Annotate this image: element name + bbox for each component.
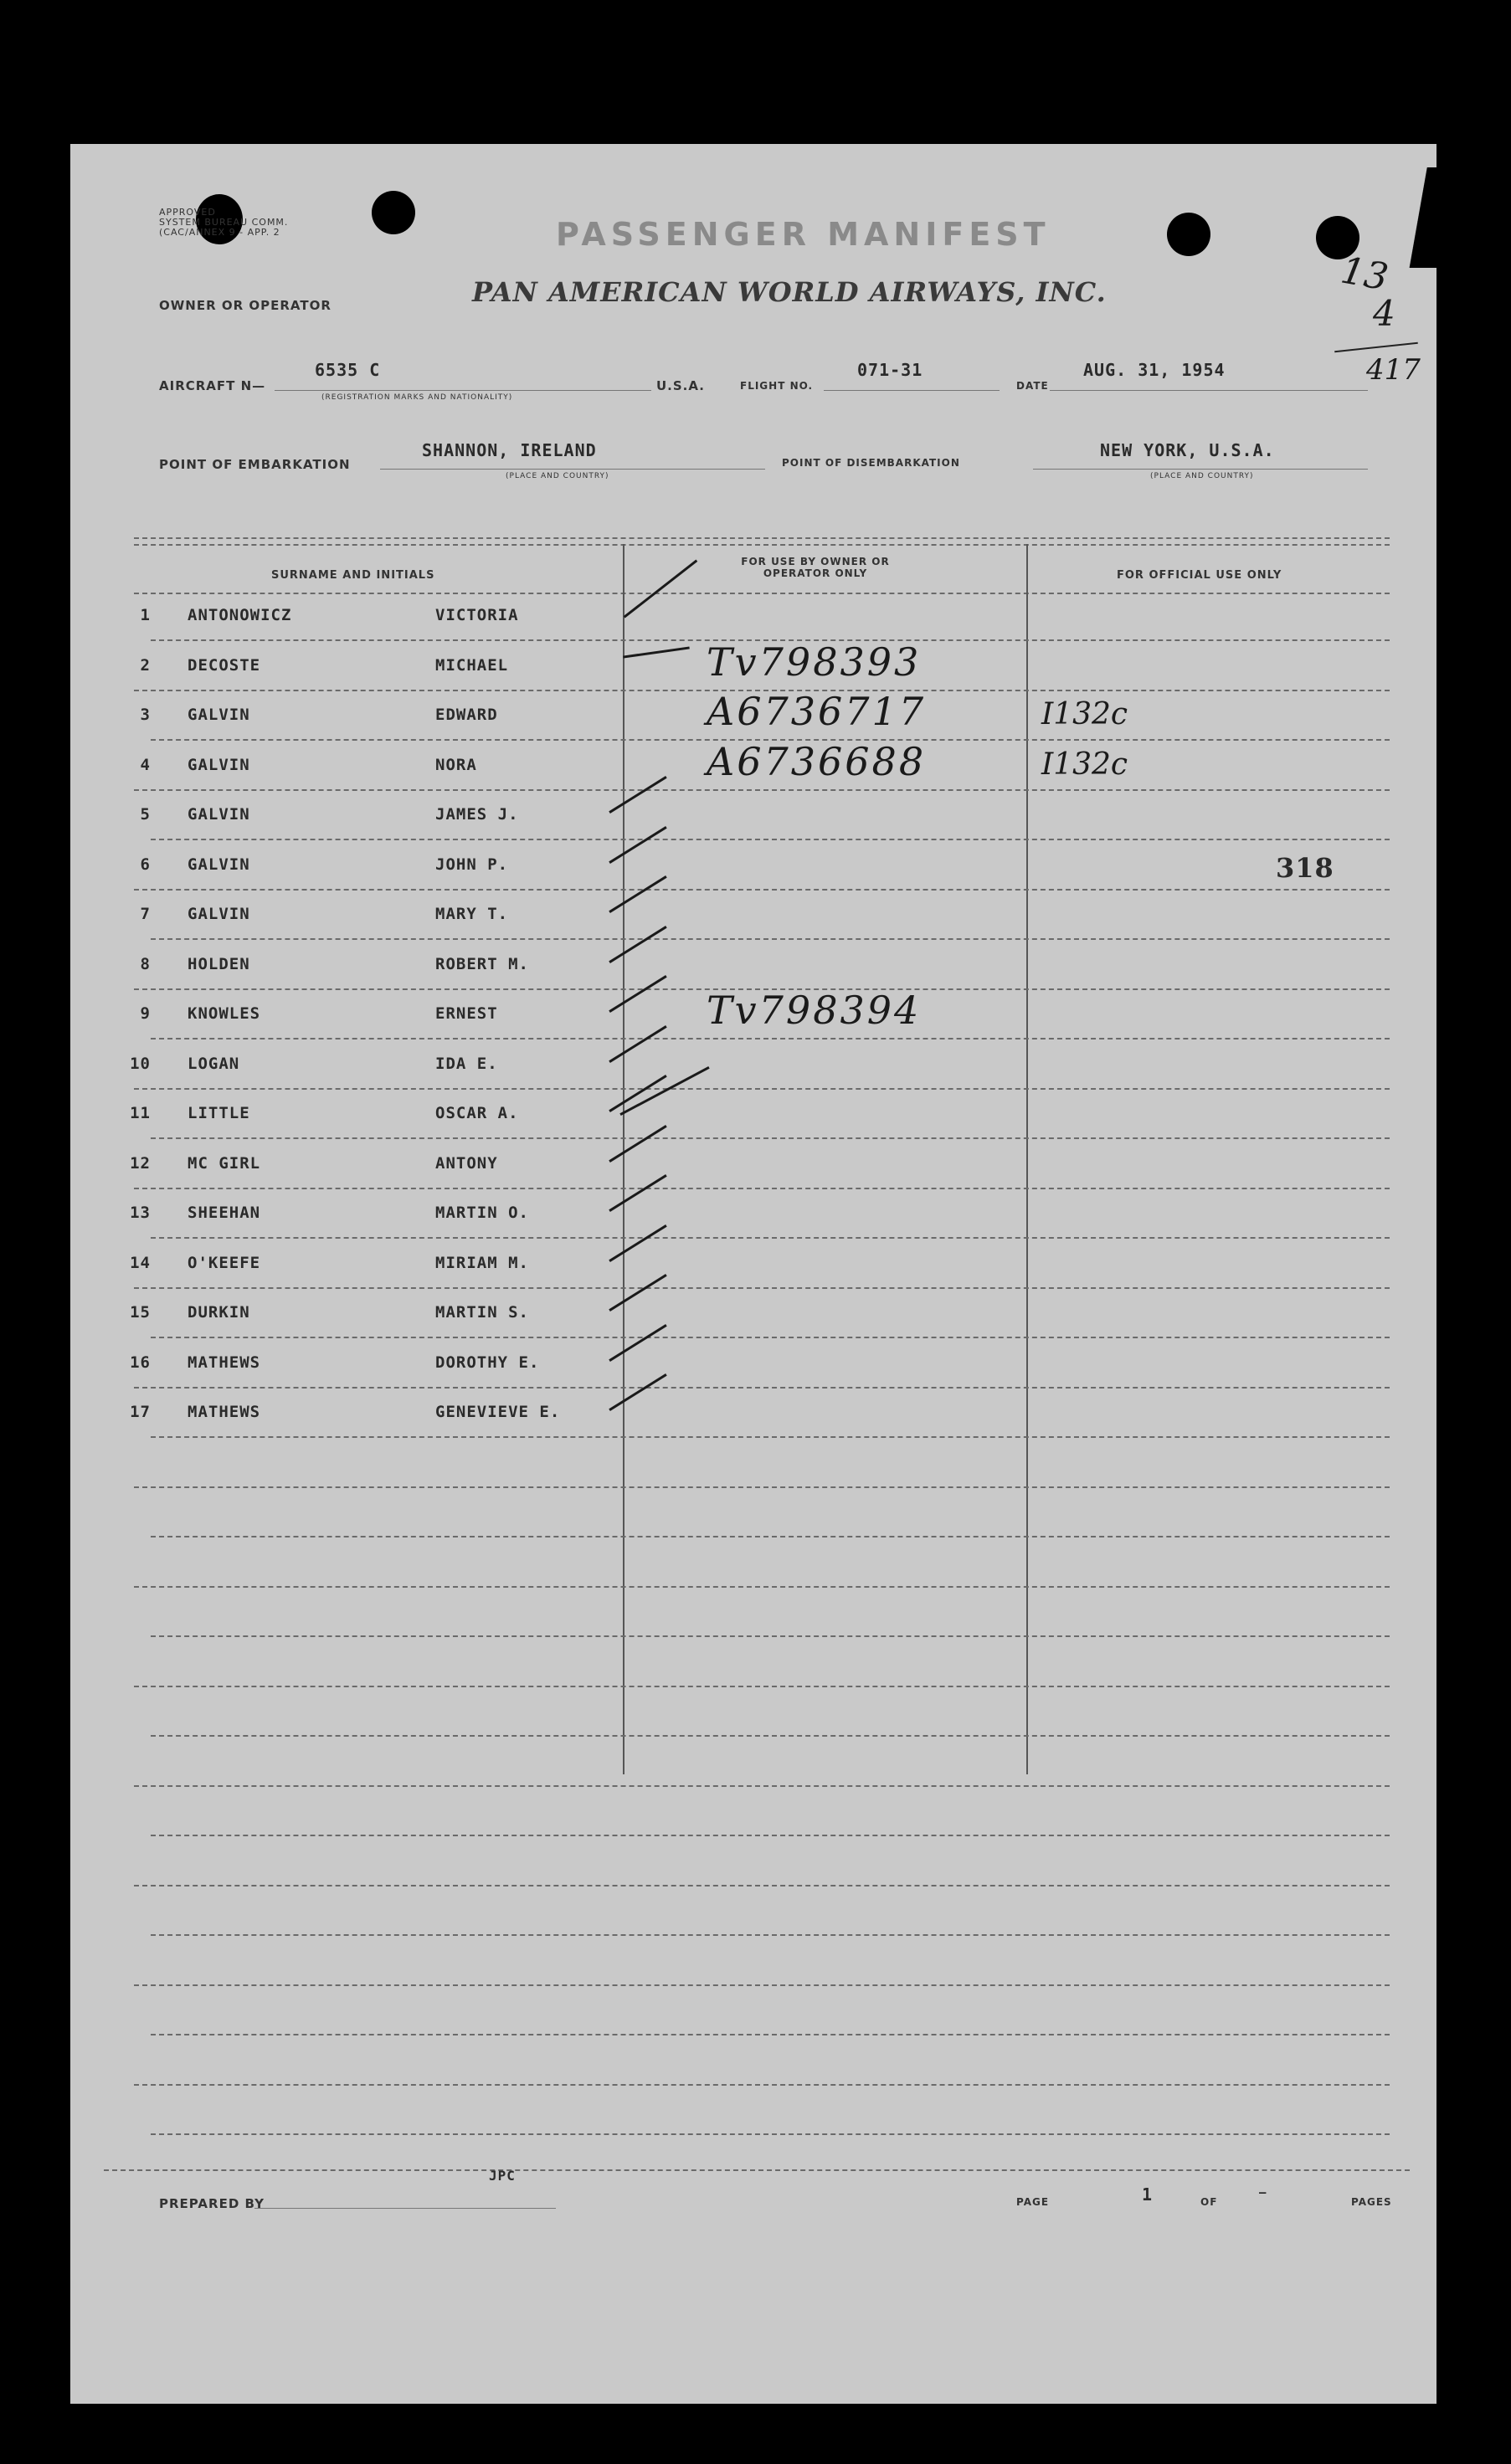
check-mark <box>619 1066 709 1116</box>
row-rule <box>134 1387 1390 1389</box>
check-mark <box>609 1224 666 1262</box>
passenger-given-name: GENEVIEVE E. <box>435 1403 561 1421</box>
aircraft-value: 6535 C <box>315 360 381 380</box>
corner-mark: 4 <box>1373 293 1395 334</box>
of-value: — <box>1259 2186 1267 2200</box>
row-rule <box>134 1984 1390 1986</box>
passenger-given-name: VICTORIA <box>435 606 519 624</box>
page-title: PASSENGER MANIFEST <box>556 216 1051 253</box>
check-mark <box>609 975 666 1013</box>
column-header-official: FOR OFFICIAL USE ONLY <box>1117 569 1282 582</box>
column-header-names: SURNAME AND INITIALS <box>271 569 435 582</box>
row-rule <box>151 938 1390 940</box>
disembark-note: (PLACE AND COUNTRY) <box>1150 472 1254 480</box>
prepared-value: JPC <box>489 2168 516 2184</box>
check-mark <box>609 875 666 913</box>
passenger-surname: GALVIN <box>188 805 250 824</box>
pages-label: PAGES <box>1351 2196 1392 2208</box>
passenger-surname: GALVIN <box>188 755 250 774</box>
row-rule <box>134 1486 1390 1488</box>
row-number: 8 <box>140 954 151 973</box>
passenger-surname: KNOWLES <box>188 1004 261 1023</box>
passenger-given-name: MARTIN O. <box>435 1204 529 1222</box>
row-rule <box>134 1188 1390 1189</box>
check-mark <box>609 1373 666 1411</box>
flight-value: 071-31 <box>857 360 923 380</box>
embark-value: SHANNON, IRELAND <box>422 440 597 460</box>
column-divider <box>1026 544 1028 1774</box>
operator-name: PAN AMERICAN WORLD AIRWAYS, INC. <box>472 276 1107 308</box>
passenger-given-name: MARY T. <box>435 905 509 923</box>
row-rule <box>151 1735 1390 1737</box>
punch-hole <box>1167 213 1210 256</box>
check-mark <box>609 1174 666 1212</box>
row-rule <box>151 1536 1390 1537</box>
row-number: 3 <box>140 706 151 724</box>
row-number: 4 <box>140 755 151 774</box>
aircraft-note: (REGISTRATION MARKS AND NATIONALITY) <box>321 393 513 402</box>
check-mark <box>609 1324 666 1362</box>
row-rule <box>151 839 1390 840</box>
date-label: DATE <box>1016 380 1049 392</box>
row-number: 12 <box>130 1153 151 1173</box>
passenger-given-name: ERNEST <box>435 1004 498 1023</box>
passenger-surname: DECOSTE <box>188 655 261 675</box>
passenger-surname: LOGAN <box>188 1054 240 1073</box>
page-value: 1 <box>1142 2184 1154 2205</box>
owner-label: OWNER OR OPERATOR <box>159 298 331 313</box>
of-label: OF <box>1200 2196 1218 2208</box>
prepared-label: PREPARED BY <box>159 2196 265 2211</box>
row-rule <box>134 1287 1390 1289</box>
row-number: 6 <box>140 855 151 874</box>
owner-use-entry: A6736688 <box>707 738 927 784</box>
flight-label: FLIGHT NO. <box>740 380 814 392</box>
punch-hole <box>372 191 415 234</box>
corner-mark: 417 <box>1366 353 1421 387</box>
passenger-given-name: ROBERT M. <box>435 954 529 973</box>
check-mark <box>609 776 666 814</box>
row-rule <box>151 1436 1390 1438</box>
disembark-label: POINT OF DISEMBARKATION <box>782 457 960 469</box>
passenger-given-name: MARTIN S. <box>435 1303 529 1322</box>
manifest-sheet <box>70 144 1436 2404</box>
check-mark <box>609 1125 666 1163</box>
check-mark <box>609 926 666 963</box>
check-mark <box>609 1274 666 1312</box>
row-number: 10 <box>130 1054 151 1073</box>
row-rule <box>151 2133 1390 2135</box>
passenger-surname: GALVIN <box>188 706 250 724</box>
embark-label: POINT OF EMBARKATION <box>159 457 351 472</box>
approval-block: APPROVED SYSTEM BUREAU COMM. (CAC/ANNEX 9 - APP. 2 <box>159 207 289 238</box>
row-number: 11 <box>130 1104 151 1122</box>
row-number: 16 <box>130 1353 151 1372</box>
row-number: 1 <box>140 606 151 624</box>
row-number: 5 <box>140 805 151 824</box>
row-rule <box>151 1635 1390 1637</box>
passenger-given-name: MICHAEL <box>435 655 509 675</box>
passenger-surname: HOLDEN <box>188 954 250 973</box>
row-rule <box>134 1885 1390 1887</box>
row-number: 2 <box>140 655 151 675</box>
passenger-surname: GALVIN <box>188 855 250 874</box>
disembark-value: NEW YORK, U.S.A. <box>1100 440 1275 460</box>
row-number: 17 <box>130 1403 151 1421</box>
passenger-surname: MATHEWS <box>188 1403 261 1421</box>
check-mark <box>609 826 666 864</box>
owner-use-entry: Tv798394 <box>707 988 922 1033</box>
row-rule <box>134 1088 1390 1090</box>
passenger-given-name: OSCAR A. <box>435 1104 519 1122</box>
corner-mark: 13 <box>1337 249 1392 300</box>
passenger-given-name: ANTONY <box>435 1153 498 1173</box>
sheet-corner <box>1406 167 1440 268</box>
row-rule <box>151 1038 1390 1040</box>
passenger-surname: SHEEHAN <box>188 1204 261 1222</box>
row-number: 14 <box>130 1253 151 1272</box>
page-label: PAGE <box>1016 2196 1050 2208</box>
passenger-given-name: IDA E. <box>435 1054 498 1073</box>
row-rule <box>134 789 1390 791</box>
passenger-given-name: MIRIAM M. <box>435 1253 529 1272</box>
row-rule <box>151 1137 1390 1139</box>
official-use-entry: 318 <box>1276 851 1334 884</box>
row-rule <box>134 1586 1390 1588</box>
row-rule <box>151 1934 1390 1936</box>
row-number: 13 <box>130 1204 151 1222</box>
row-rule <box>151 1835 1390 1836</box>
passenger-given-name: JAMES J. <box>435 805 519 824</box>
row-rule <box>134 889 1390 891</box>
row-number: 7 <box>140 905 151 923</box>
official-use-entry: I132c <box>1041 747 1128 782</box>
passenger-surname: LITTLE <box>188 1104 250 1122</box>
check-mark <box>623 646 690 658</box>
row-number: 15 <box>130 1303 151 1322</box>
passenger-given-name: JOHN P. <box>435 855 509 874</box>
passenger-surname: GALVIN <box>188 905 250 923</box>
country-label: U.S.A. <box>656 378 705 393</box>
embark-note: (PLACE AND COUNTRY) <box>506 472 609 480</box>
passenger-surname: ANTONOWICZ <box>188 606 292 624</box>
passenger-given-name: EDWARD <box>435 706 498 724</box>
row-rule <box>151 1337 1390 1338</box>
column-header-owner: FOR USE BY OWNER OR OPERATOR ONLY <box>741 556 890 579</box>
passenger-given-name: NORA <box>435 755 477 774</box>
passenger-surname: O'KEEFE <box>188 1253 261 1272</box>
passenger-surname: MATHEWS <box>188 1353 261 1372</box>
row-rule <box>151 1237 1390 1239</box>
official-use-entry: I132c <box>1041 697 1128 732</box>
owner-use-entry: Tv798393 <box>707 639 922 685</box>
date-value: AUG. 31, 1954 <box>1083 360 1226 380</box>
passenger-surname: DURKIN <box>188 1303 250 1322</box>
row-rule <box>134 2084 1390 2086</box>
check-mark <box>609 1025 666 1063</box>
column-divider <box>623 544 624 1774</box>
passenger-surname: MC GIRL <box>188 1153 261 1173</box>
row-rule <box>134 1686 1390 1687</box>
aircraft-label: AIRCRAFT N— <box>159 378 266 393</box>
row-number: 9 <box>140 1004 151 1023</box>
check-mark <box>624 559 698 618</box>
row-rule <box>151 2034 1390 2035</box>
row-rule <box>134 1785 1390 1787</box>
passenger-given-name: DOROTHY E. <box>435 1353 540 1372</box>
owner-use-entry: A6736717 <box>707 689 927 734</box>
